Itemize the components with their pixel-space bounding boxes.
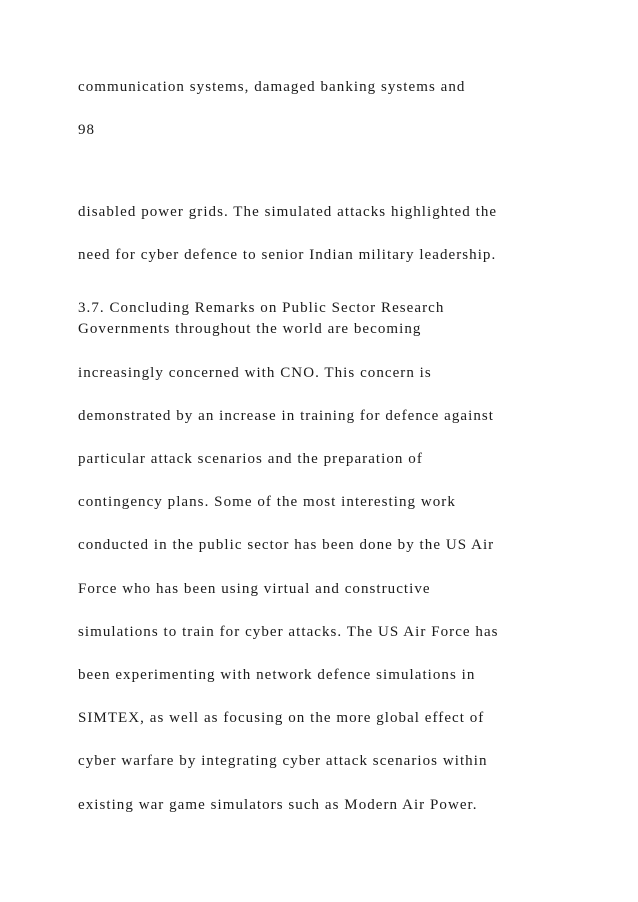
- text-line: need for cyber defence to senior Indian military leadership.: [78, 247, 497, 263]
- text-line: Force who has been using virtual and constructive: [78, 581, 431, 597]
- text-line: cyber warfare by integrating cyber attack scenarios within: [78, 753, 488, 769]
- text-line: communication systems, damaged banking systems and: [78, 79, 466, 95]
- page-number: 98: [78, 122, 96, 138]
- text-line: disabled power grids. The simulated attacks highlighted the: [78, 204, 498, 220]
- section-heading: 3.7. Concluding Remarks on Public Sector Research: [78, 300, 445, 316]
- text-line: contingency plans. Some of the most interesting work: [78, 494, 456, 510]
- text-line: SIMTEX, as well as focusing on the more global effect of: [78, 710, 485, 726]
- text-line: demonstrated by an increase in training for defence against: [78, 408, 494, 424]
- text-line: increasingly concerned with CNO. This concern is: [78, 365, 432, 381]
- text-line: been experimenting with network defence simulations in: [78, 667, 476, 683]
- text-line: existing war game simulators such as Modern Air Power.: [78, 797, 478, 813]
- text-line: simulations to train for cyber attacks. The US Air Force has: [78, 624, 499, 640]
- text-line: particular attack scenarios and the preparation of: [78, 451, 423, 467]
- text-line: conducted in the public sector has been done by the US Air: [78, 537, 495, 553]
- text-line: Governments throughout the world are becoming: [78, 321, 422, 337]
